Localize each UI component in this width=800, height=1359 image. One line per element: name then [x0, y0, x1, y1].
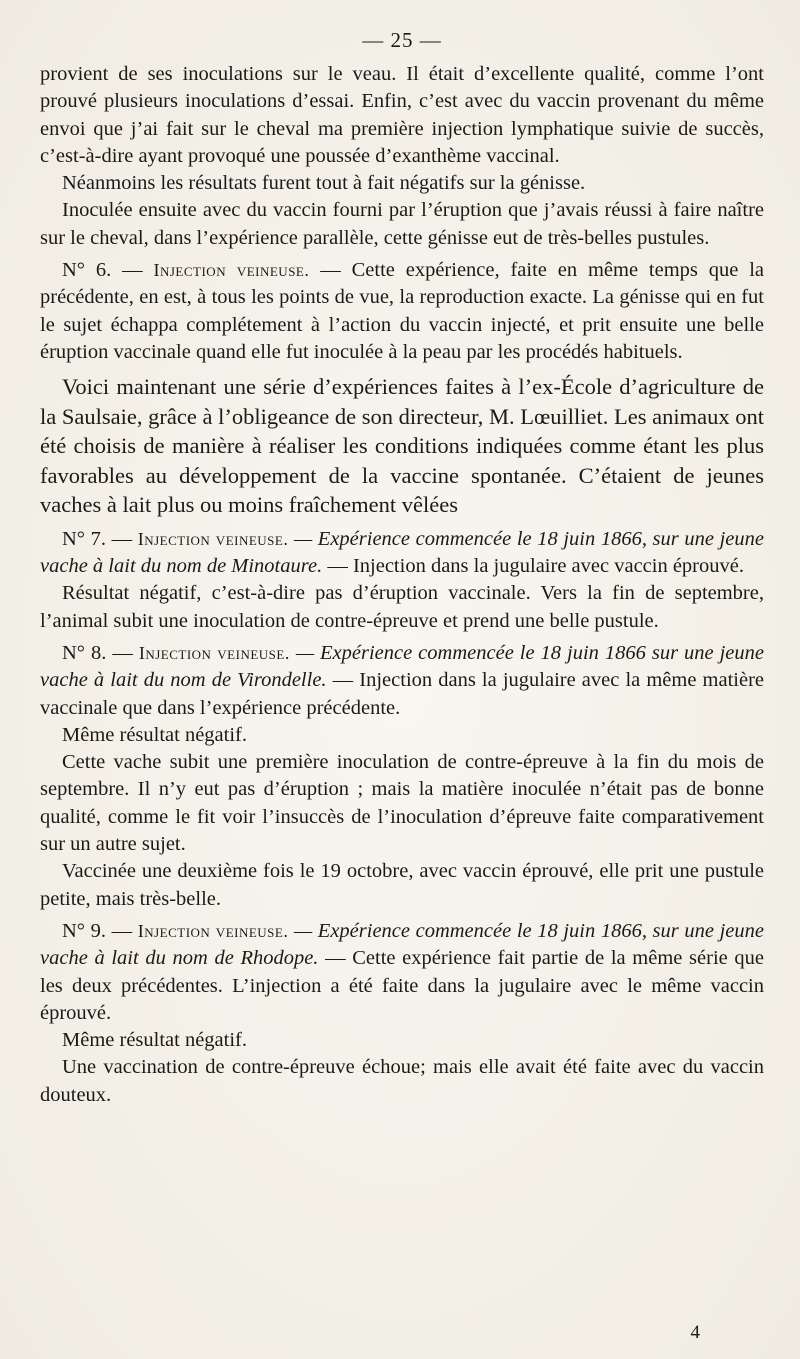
experience-text: — Injection dans la jugulaire avec la même matière vaccinale que dans l’expérience précédente. — [40, 669, 765, 719]
paragraph-2: Néanmoins les résultats furent tout à fait négatifs sur la génisse. — [62, 172, 586, 195]
experience-number: N° 6. — — [62, 259, 154, 282]
experience-label: Injection veineuse. — [137, 920, 289, 941]
experience-9-paragraph — [40, 918, 764, 1027]
paragraph-result-7: Résultat négatif, c’est-à-dire pas d’éruption vaccinale. Vers la fin de septembre, l’animal subit une inoculation de contre-épreuve et prend une belle pustule. — [40, 582, 764, 632]
paragraph-result-8: Même résultat négatif. — [62, 723, 248, 746]
experience-title: — Expérience commencée le 18 juin 1866, sur une jeune vache à lait du nom de Rhodope. — [40, 919, 764, 970]
experience-6-paragraph — [40, 257, 764, 366]
paragraph-3: Inoculée ensuite avec du vaccin fourni par l’éruption que j’avais réussi à faire naître sur le cheval, dans l’expérience parallèle, cette génisse eut de très-belles pustules. — [40, 199, 764, 249]
paragraph-contre-epreuve-8: Cette vache subit une première inoculation de contre-épreuve à la fin du mois de septembre. Il n’y eut pas d’éruption ; mais la matière inoculée n’était pas de bonne qualité, comme le fit voir l’insuccès de l’inoculation d’épreuve faite comparativement sur un autre sujet. — [40, 751, 764, 856]
experience-number: N° 8. — — [62, 641, 139, 664]
experience-number: N° 7. — — [62, 527, 138, 550]
experience-text: — Cette expérience fait partie de la même série que les deux précédentes. L’injection a été faite dans la jugulaire avec le même vaccin éprouvé. — [40, 947, 764, 1024]
experience-label: Injection veineuse. — [138, 642, 290, 663]
paragraph-1: provient de ses inoculations sur le veau. Il était d’excellente qualité, comme l’ont prouvé plusieurs inoculations d’essai. Enfin, c’est avec du vaccin provenant du même envoi que j’ai fait sur le cheval ma première injection lymphatique suivie de succès, c’est-à-dire ayant provoqué une poussée d’exanthème vaccinal. — [40, 63, 764, 167]
paragraph-vaccination-8: Vaccinée une deuxième fois le 19 octobre, avec vaccin éprouvé, elle prit une pustule petite, mais très-belle. — [40, 860, 764, 910]
experience-title: — Expérience commencée le 18 juin 1866 sur une jeune vache à lait du nom de Virondelle. — [40, 641, 764, 692]
experience-text: — Cette expérience, faite en même temps que la précédente, en est, à tous les points de vue, la reproduction exacte. La génisse qui en fut le sujet échappa complétement à l’action du vaccin injecté, et prit ensuite une belle éruption vaccinale quand elle fut inoculée à la peau par les procédés habituels. — [40, 259, 764, 363]
experience-text: — Injection dans la jugulaire avec vaccin éprouvé. — [322, 555, 744, 578]
experience-label: Injection veineuse. — [137, 528, 289, 549]
experience-8-paragraph — [40, 640, 764, 722]
paragraph-result-9: Même résultat négatif. — [62, 1029, 248, 1052]
signature-mark: 4 — [690, 1322, 700, 1343]
page-number: — 25 — — [362, 28, 442, 52]
experience-label: Injection veineuse. — [153, 260, 310, 281]
experience-title: — Expérience commencée le 18 juin 1866, sur une jeune vache à lait du nom de Minotaure. — [40, 527, 764, 578]
experience-7-paragraph — [40, 526, 764, 581]
experience-number: N° 9. — — [62, 919, 138, 942]
series-intro-paragraph: Voici maintenant une série d’expériences faites à l’ex-École d’agriculture de la Saulsaie, grâce à l’obligeance de son directeur, M. Lœuilliet. Les animaux ont été choisis de manière à réaliser les conditions indiquées comme étant les plus favorables au développement de la vaccine spontanée. C’étaient de jeunes vaches à lait plus ou moins fraîchement vêlées — [40, 374, 764, 518]
paragraph-contre-epreuve-9: Une vaccination de contre-épreuve échoue; mais elle avait été faite avec du vaccin douteux. — [40, 1056, 764, 1106]
